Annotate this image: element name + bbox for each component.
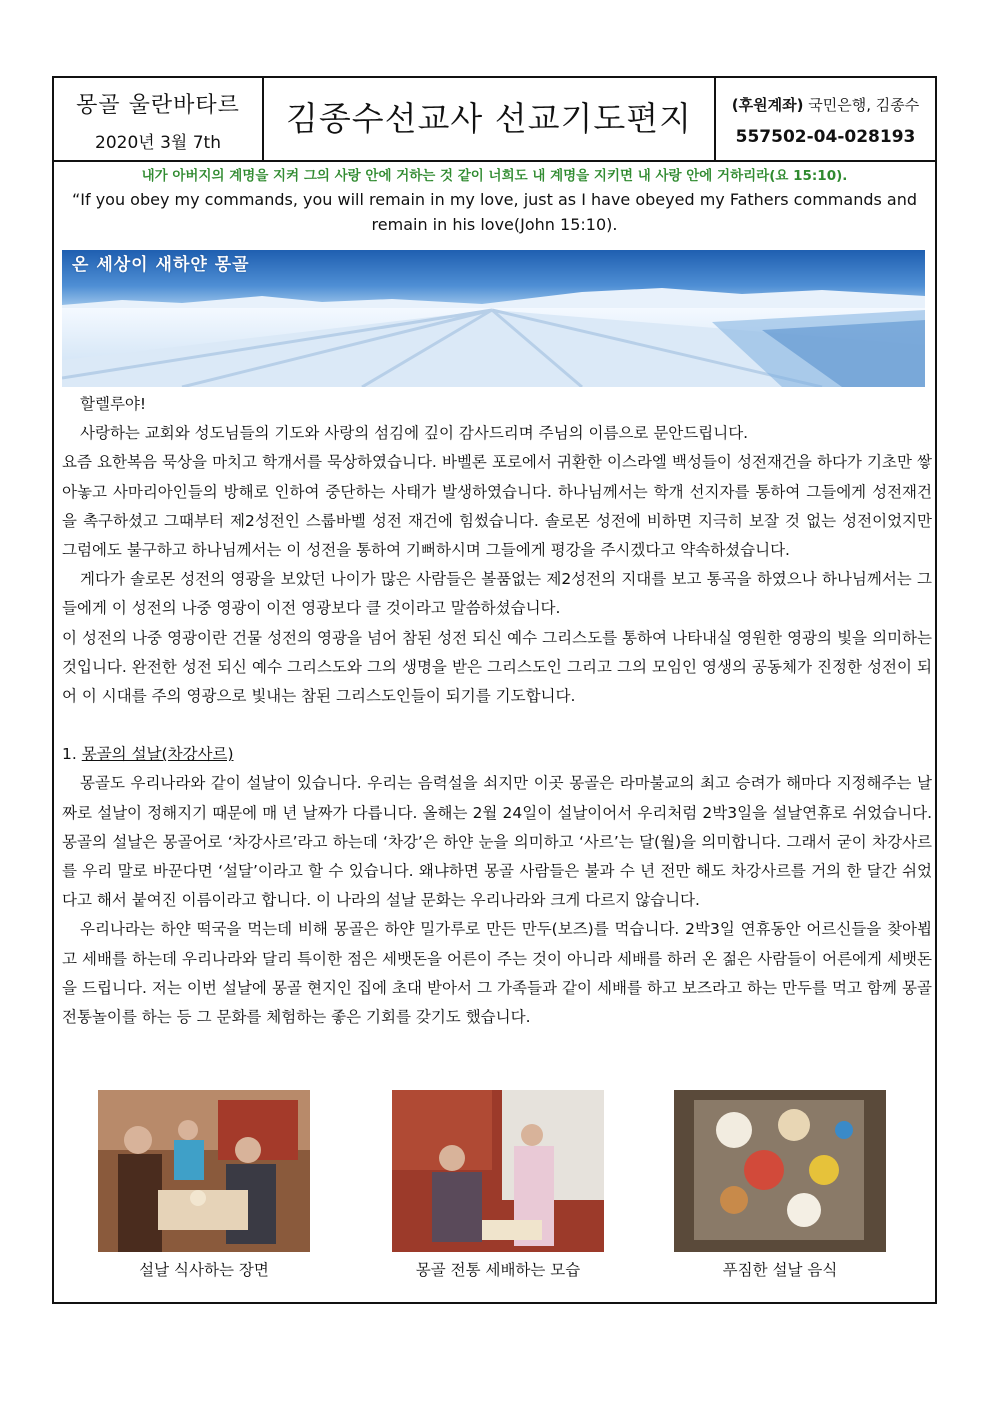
photo-caption: 몽골 전통 세배하는 모습 bbox=[415, 1261, 581, 1279]
intro-paragraph: 이 성전의 나중 영광이란 건물 성전의 영광을 넘어 참된 성전 되신 예수 그리스도를 통하여 나타내실 영원한 영광의 빛을 의미하는 것입니다. 완전한 성전 되신 예수 그리스도와 그의 생명을 받은 그리스도인 그리고 그의 모임인 영생의 공동체가 진정한 성전이 되어 이 시대를 주의 영광으로 빛내는 참된 그리스도인들이 되기를 기도합니다. bbox=[62, 628, 932, 706]
verse-korean: 내가 아버지의 계명을 지켜 그의 사랑 안에 거하는 것 같이 너희도 내 계명을 지키면 내 사랑 안에 거하리라(요 15:10). bbox=[141, 168, 848, 184]
section-number: 1. bbox=[62, 745, 77, 764]
letter-date: 2020년 3월 7th bbox=[95, 133, 221, 153]
intro-paragraph: 요즘 요한복음 묵상을 마치고 학개서를 묵상하였습니다. 바벨론 포로에서 귀환한 이스라엘 백성들이 성전재건을 하다가 기초만 쌓아놓고 사마리아인들의 방해로 인하여 중단하는 사태가 발생하였습니다. 하나님께서는 학개 선지자를 통하여 그들에게 성전재건을 촉구하셨고 그때부터 제2성전인 스룹바벨 성전 재건에 힘썼습니다. 솔로몬 성전에 비하면 지극히 보잘 것 없는 성전이었지만 그럼에도 불구하고 하나님께서는 이 성전을 통하여 기뻐하시며 그들에게 평강을 주시겠다고 약속하셨습니다. bbox=[62, 453, 932, 560]
location-text: 몽골 울란바타르 bbox=[76, 93, 240, 118]
letter-title: 김종수선교사 선교기도편지 bbox=[285, 99, 693, 138]
snow-banner bbox=[62, 250, 925, 387]
account-info bbox=[716, 94, 935, 115]
letter-body bbox=[62, 390, 932, 1032]
photo-caption: 설날 식사하는 장면 bbox=[139, 1261, 269, 1279]
intro-paragraph: 게다가 솔로몬 성전의 영광을 보았던 나이가 많은 사람들은 볼품없는 제2성전의 지대를 보고 통곡을 하였으나 하나님께서는 그들에게 이 성전의 나중 영광이 이전 영광보다 클 것이라고 말씀하셨습니다. bbox=[62, 570, 932, 618]
header-location-cell bbox=[54, 78, 264, 160]
section-title: 몽골의 설날(차강사르) bbox=[81, 745, 234, 764]
verse-english: “If you obey my commands, you will remain in my love, just as I have obeyed my Fathers commands and remain in his love(John 15:10). bbox=[71, 190, 918, 234]
photo-new-year-meal bbox=[98, 1090, 310, 1252]
section-heading bbox=[62, 740, 932, 769]
account-bank: 국민은행, 김종수 bbox=[808, 96, 920, 114]
photo-traditional-greeting bbox=[392, 1090, 604, 1252]
photo-caption: 푸짐한 설날 음식 bbox=[722, 1261, 838, 1279]
intro-greeting: 할렐루야! bbox=[80, 395, 147, 413]
letter-frame bbox=[52, 76, 937, 1304]
letter-header bbox=[54, 78, 935, 162]
section-paragraph: 우리나라는 하얀 떡국을 먹는데 비해 몽골은 하얀 밀가루로 만든 만두(보즈)를 먹습니다. 2박3일 연휴동안 어르신들을 찾아뵙고 세배를 하는데 우리나라와 달리 특이한 점은 세뱃돈을 어른이 주는 것이 아니라 세배를 하러 온 젊은 사람들이 어른에게 세뱃돈을 드립니다. 저는 이번 설날에 몽골 현지인 집에 초대 받아서 그 가족들과 같이 세배를 하고 보즈라고 하는 만두를 먹고 함께 몽골 전통놀이를 하는 등 그 문화를 체험하는 좋은 기회를 갖기도 했습니다. bbox=[62, 920, 932, 1027]
bible-verse bbox=[62, 164, 927, 237]
photo-holiday-food bbox=[674, 1090, 886, 1252]
intro-paragraph: 사랑하는 교회와 성도님들의 기도와 사랑의 섬김에 깊이 감사드리며 주님의 이름으로 문안드립니다. bbox=[80, 424, 749, 443]
header-account-cell bbox=[716, 78, 935, 160]
account-number: 557502-04-028193 bbox=[735, 127, 916, 147]
header-title-cell bbox=[264, 78, 716, 160]
photo-row bbox=[54, 1090, 935, 1290]
banner-label: 온 세상이 새하얀 몽골 bbox=[72, 255, 250, 275]
account-label: (후원계좌) bbox=[731, 96, 804, 114]
section-paragraph: 몽골도 우리나라와 같이 설날이 있습니다. 우리는 음력설을 쇠지만 이곳 몽골은 라마불교의 최고 승려가 해마다 지정해주는 날짜로 설날이 정해지기 때문에 매 년 날짜가 다릅니다. 올해는 2월 24일이 설날이어서 우리처럼 2박3일을 설날연휴로 쉬었습니다. 몽골의 설날은 몽골어로 ‘차강사르’라고 하는데 ‘차강’은 하얀 눈을 의미하고 ‘사르’는 달(월)을 의미합니다. 그래서 굳이 차강사르를 우리 말로 바꾼다면 ‘설달’이라고 할 수 있습니다. 왜냐하면 몽골 사람들은 불과 수 년 전만 해도 차강사르를 거의 한 달간 쉬었다고 해서 붙여진 이름이라고 합니다. 이 나라의 설날 문화는 우리나라와 크게 다르지 않습니다. bbox=[62, 774, 932, 910]
